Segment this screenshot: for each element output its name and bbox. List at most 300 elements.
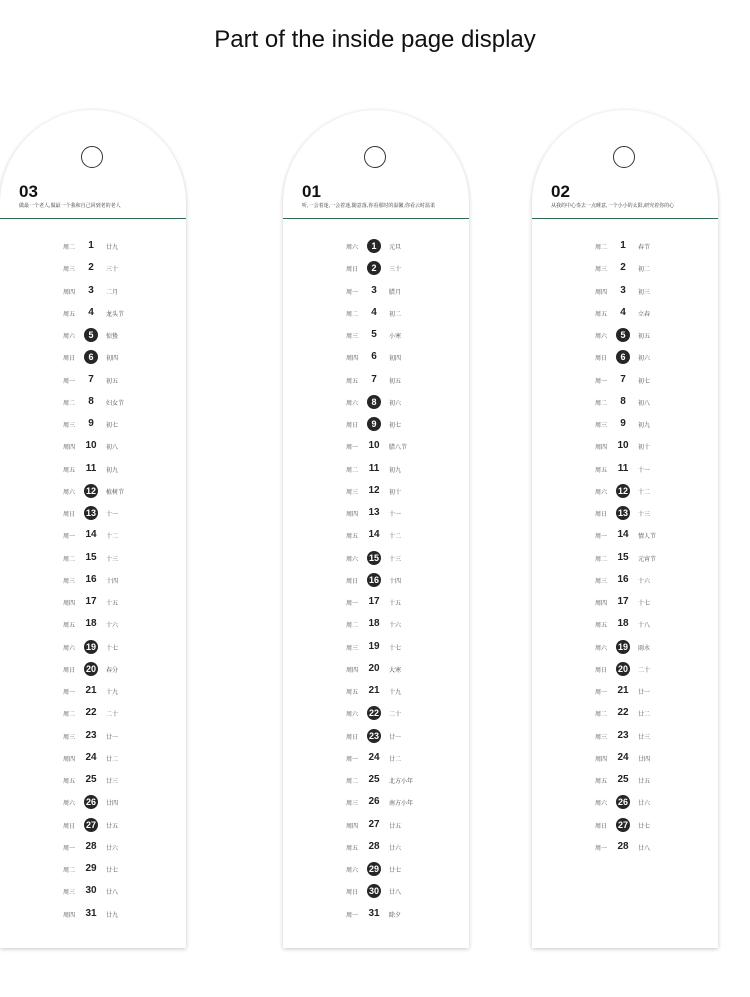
weekday-label: 周五: [595, 466, 608, 474]
lunar-date-label: 廿八: [638, 844, 651, 852]
day-row: [283, 571, 469, 593]
weekday-label: 周一: [63, 533, 76, 541]
day-row: [532, 571, 718, 593]
day-row: [0, 526, 186, 548]
weekend-day-number: 27: [617, 819, 628, 830]
header-divider: [283, 218, 469, 219]
hanging-hole: [81, 146, 103, 168]
lunar-date-label: 十三: [638, 511, 651, 518]
day-number: 1: [620, 240, 626, 251]
lunar-date-label: 情人节: [638, 533, 657, 541]
header-divider: [532, 218, 718, 219]
day-row: [283, 304, 469, 326]
day-row: [283, 482, 469, 504]
day-row: [283, 371, 469, 393]
weekday-label: 周日: [63, 511, 76, 518]
day-row: [283, 793, 469, 815]
day-number: 9: [88, 418, 94, 429]
weekday-label: 周六: [346, 399, 359, 407]
day-row: [0, 816, 186, 838]
day-number: 4: [620, 306, 626, 318]
lunar-date-label: 大寒: [389, 666, 402, 674]
weekday-label: 周三: [63, 266, 76, 274]
day-row: [532, 816, 718, 838]
month-slogan: 听,一会着迷,一会着迷,随意落,你看那时的温馨,你看云时温柔: [302, 203, 435, 209]
lunar-date-label: 二十: [638, 666, 651, 674]
lunar-date-label: 立春: [638, 310, 651, 318]
weekday-label: 周五: [595, 310, 608, 318]
lunar-date-label: 初五: [389, 377, 402, 385]
lunar-date-label: 十九: [106, 689, 119, 696]
lunar-date-label: 廿一: [106, 733, 119, 741]
weekday-label: 周五: [63, 622, 76, 630]
weekday-label: 周二: [595, 399, 608, 407]
lunar-date-label: 十五: [389, 600, 402, 607]
day-row: [532, 638, 718, 660]
weekday-label: 周五: [63, 466, 76, 474]
day-row: [283, 749, 469, 771]
day-number: 7: [371, 373, 377, 385]
lunar-date-label: 元旦: [389, 244, 402, 251]
day-number: 22: [617, 707, 629, 719]
lunar-date-label: 初九: [389, 466, 402, 474]
weekday-label: 周五: [346, 844, 359, 852]
day-row: [0, 704, 186, 726]
day-number: 10: [617, 440, 629, 452]
day-row: [532, 504, 718, 526]
day-row: [283, 882, 469, 904]
lunar-date-label: 植树节: [106, 488, 125, 496]
weekday-label: 周五: [346, 689, 359, 696]
lunar-date-label: 十五: [106, 600, 119, 607]
day-list: [283, 237, 469, 927]
month-slogan: 从我的中心奏去一点睡意,一个小小的太阳,研究着你的心: [551, 203, 675, 209]
month-number: 03: [19, 182, 38, 201]
lunar-date-label: 初十: [638, 444, 651, 452]
day-list: [532, 237, 718, 860]
lunar-date-label: 雨水: [638, 644, 651, 652]
lunar-date-label: 廿二: [106, 755, 119, 763]
weekday-label: 周三: [595, 422, 608, 429]
lunar-date-label: 廿一: [389, 733, 402, 741]
day-number: 8: [88, 395, 94, 407]
day-number: 3: [371, 284, 377, 296]
weekday-label: 周四: [63, 288, 76, 296]
day-row: [283, 282, 469, 304]
weekday-label: 周一: [346, 600, 359, 607]
weekend-day-number: 12: [617, 485, 628, 496]
day-number: 5: [371, 329, 377, 340]
weekday-label: 周六: [63, 488, 76, 496]
day-row: [283, 905, 469, 927]
weekday-label: 周四: [346, 511, 359, 518]
day-row: [532, 371, 718, 393]
day-number: 17: [617, 596, 629, 607]
day-row: [532, 415, 718, 437]
lunar-date-label: 廿八: [389, 889, 402, 897]
lunar-date-label: 十二: [638, 488, 651, 496]
lunar-date-label: 廿七: [638, 822, 651, 830]
day-list: [0, 237, 186, 927]
day-row: [0, 727, 186, 749]
day-number: 21: [368, 685, 380, 696]
day-number: 25: [368, 774, 380, 785]
weekend-day-number: 29: [368, 864, 379, 874]
day-number: 31: [85, 907, 97, 919]
day-number: 11: [368, 462, 380, 474]
day-row: [283, 259, 469, 281]
day-row: [0, 348, 186, 370]
day-row: [0, 905, 186, 927]
day-row: [0, 482, 186, 504]
weekday-label: 周日: [595, 511, 608, 518]
day-row: [532, 838, 718, 860]
weekday-label: 周五: [346, 377, 359, 385]
lunar-date-label: 腊月: [389, 288, 402, 296]
lunar-date-label: 廿二: [638, 711, 651, 719]
day-number: 10: [85, 440, 97, 452]
day-row: [283, 460, 469, 482]
lunar-date-label: 北方小年: [389, 778, 414, 785]
lunar-date-label: 初二: [389, 310, 402, 318]
day-row: [0, 638, 186, 660]
day-number: 29: [85, 863, 97, 874]
weekday-label: 周一: [595, 844, 608, 852]
day-row: [532, 682, 718, 704]
lunar-date-label: 廿九: [106, 244, 119, 251]
weekday-label: 周二: [346, 622, 359, 630]
weekend-day-number: 9: [367, 417, 381, 431]
weekend-day-number: 26: [85, 797, 96, 808]
day-row: [0, 237, 186, 259]
weekday-label: 周六: [63, 644, 76, 652]
weekday-label: 周三: [346, 644, 359, 652]
day-row: [283, 415, 469, 437]
lunar-date-label: 二十: [106, 711, 119, 719]
day-row: [283, 838, 469, 860]
day-number: 6: [371, 351, 377, 363]
day-row: [0, 304, 186, 326]
lunar-date-label: 初八: [106, 444, 119, 452]
weekday-label: 周六: [346, 555, 359, 563]
lunar-date-label: 廿二: [389, 755, 402, 763]
weekday-label: 周四: [346, 355, 359, 363]
weekday-label: 周二: [595, 555, 608, 563]
weekday-label: 周三: [595, 266, 608, 274]
weekday-label: 周六: [346, 711, 359, 719]
day-number: 23: [617, 729, 629, 741]
weekend-day-number: 27: [85, 819, 96, 830]
lunar-date-label: 二十: [389, 711, 402, 719]
weekday-label: 周四: [595, 755, 608, 763]
weekday-label: 周日: [346, 266, 359, 274]
weekday-label: 周二: [63, 867, 76, 874]
day-number: 15: [85, 551, 97, 563]
day-number: 24: [85, 751, 97, 763]
lunar-date-label: 初五: [106, 377, 119, 385]
lunar-date-label: 初十: [389, 488, 402, 496]
day-row: [532, 615, 718, 637]
day-row: [532, 282, 718, 304]
lunar-date-label: 十二: [389, 533, 402, 541]
weekend-day-number: 20: [85, 663, 96, 674]
lunar-date-label: 廿七: [389, 867, 402, 874]
day-row: [0, 749, 186, 771]
lunar-date-label: 元宵节: [638, 555, 657, 563]
lunar-date-label: 廿五: [106, 822, 119, 830]
weekday-label: 周五: [63, 310, 76, 318]
day-number: 25: [617, 774, 629, 785]
day-row: [0, 549, 186, 571]
day-row: [0, 682, 186, 704]
weekend-day-number: 5: [616, 328, 630, 342]
weekend-day-number: 6: [616, 350, 630, 364]
month-slogan: 做最一个老人,做最一个我和自己回到老的老人: [19, 203, 121, 209]
weekday-label: 周三: [63, 889, 76, 897]
day-row: [283, 638, 469, 660]
weekend-day-number: 22: [368, 708, 379, 719]
day-number: 14: [85, 529, 97, 541]
weekday-label: 周四: [63, 444, 76, 452]
weekend-day-number: 8: [367, 395, 381, 409]
day-row: [283, 437, 469, 459]
weekday-label: 周四: [346, 822, 359, 830]
lunar-date-label: 初七: [106, 422, 119, 429]
lunar-date-label: 二月: [106, 288, 119, 296]
weekend-day-number: 19: [85, 641, 96, 652]
day-number: 18: [617, 618, 629, 630]
day-number: 12: [368, 484, 380, 496]
weekend-day-number: 20: [617, 663, 628, 674]
weekday-label: 周日: [346, 733, 359, 741]
day-number: 4: [88, 306, 94, 318]
lunar-date-label: 春分: [106, 666, 119, 674]
day-row: [283, 593, 469, 615]
weekday-label: 周三: [63, 733, 76, 741]
lunar-date-label: 廿七: [106, 867, 119, 874]
weekday-label: 周一: [346, 911, 359, 919]
day-row: [0, 593, 186, 615]
day-row: [0, 571, 186, 593]
lunar-date-label: 初二: [638, 266, 651, 274]
day-row: [283, 660, 469, 682]
weekday-label: 周日: [595, 666, 608, 674]
day-row: [283, 504, 469, 526]
weekend-day-number: 19: [617, 641, 628, 652]
lunar-date-label: 龙头节: [106, 310, 125, 318]
day-row: [532, 393, 718, 415]
weekday-label: 周六: [346, 244, 359, 251]
hanging-hole: [613, 146, 635, 168]
day-row: [0, 437, 186, 459]
day-row: [0, 771, 186, 793]
lunar-date-label: 初三: [638, 288, 651, 296]
lunar-date-label: 十七: [638, 600, 651, 607]
day-row: [532, 793, 718, 815]
day-row: [283, 727, 469, 749]
weekday-label: 周一: [346, 444, 359, 452]
lunar-date-label: 十七: [106, 644, 119, 652]
weekday-label: 周五: [63, 778, 76, 785]
day-row: [283, 816, 469, 838]
weekday-label: 周六: [346, 867, 359, 874]
month-card-february: [532, 110, 718, 948]
weekend-day-number: 16: [368, 574, 379, 585]
lunar-date-label: 惊蛰: [106, 333, 119, 340]
day-row: [0, 838, 186, 860]
lunar-date-label: 初七: [638, 377, 651, 385]
weekday-label: 周一: [346, 288, 359, 296]
weekday-label: 周一: [595, 377, 608, 385]
day-number: 7: [88, 373, 94, 385]
lunar-date-label: 十一: [389, 511, 402, 518]
day-row: [283, 393, 469, 415]
lunar-date-label: 廿六: [106, 844, 119, 852]
day-row: [0, 615, 186, 637]
lunar-date-label: 十七: [389, 644, 402, 652]
day-row: [0, 393, 186, 415]
day-number: 2: [88, 262, 94, 274]
day-number: 14: [368, 529, 380, 541]
weekend-day-number: 15: [368, 552, 379, 563]
weekday-label: 周一: [595, 689, 608, 696]
weekend-day-number: 23: [368, 730, 379, 741]
lunar-date-label: 三十: [389, 266, 402, 274]
lunar-date-label: 初四: [389, 355, 402, 363]
hanging-hole: [364, 146, 386, 168]
day-row: [532, 660, 718, 682]
weekday-label: 周四: [63, 600, 76, 607]
day-number: 27: [368, 818, 380, 830]
day-row: [283, 704, 469, 726]
day-row: [0, 326, 186, 348]
day-number: 8: [620, 395, 626, 407]
lunar-date-label: 廿一: [638, 689, 651, 696]
day-row: [0, 415, 186, 437]
day-number: 1: [88, 240, 94, 251]
day-number: 2: [620, 262, 626, 274]
day-row: [532, 526, 718, 548]
weekday-label: 周日: [63, 822, 76, 830]
weekend-day-number: 2: [367, 261, 381, 275]
day-row: [283, 348, 469, 370]
day-row: [283, 771, 469, 793]
page-title: Part of the inside page display: [214, 26, 536, 53]
weekend-day-number: 13: [85, 508, 96, 518]
weekday-label: 周二: [63, 711, 76, 719]
day-number: 28: [617, 840, 629, 852]
day-row: [532, 593, 718, 615]
lunar-date-label: 初四: [106, 355, 119, 363]
day-row: [532, 771, 718, 793]
weekday-label: 周三: [346, 800, 359, 808]
month-card-march: [0, 110, 186, 948]
day-row: [0, 660, 186, 682]
lunar-date-label: 初五: [638, 333, 651, 340]
header-divider: [0, 218, 186, 219]
weekend-day-number: 26: [617, 797, 628, 808]
lunar-date-label: 廿八: [106, 889, 119, 897]
weekday-label: 周日: [63, 666, 76, 674]
day-row: [283, 860, 469, 882]
day-row: [532, 749, 718, 771]
day-row: [283, 526, 469, 548]
day-row: [532, 259, 718, 281]
day-number: 9: [620, 418, 626, 429]
weekday-label: 周三: [595, 733, 608, 741]
day-row: [283, 549, 469, 571]
day-number: 21: [85, 685, 97, 696]
lunar-date-label: 十四: [389, 577, 402, 585]
day-number: 14: [617, 529, 629, 541]
weekend-day-number: 30: [368, 886, 379, 897]
weekday-label: 周二: [63, 244, 76, 251]
day-number: 22: [85, 707, 97, 719]
weekday-label: 周三: [346, 333, 359, 340]
weekday-label: 周一: [63, 377, 76, 385]
lunar-date-label: 十三: [389, 555, 402, 563]
day-row: [283, 326, 469, 348]
day-number: 25: [85, 774, 97, 785]
weekday-label: 周二: [346, 310, 359, 318]
lunar-date-label: 初六: [638, 355, 651, 363]
month-card-january: [283, 110, 469, 948]
day-row: [0, 793, 186, 815]
day-number: 7: [620, 373, 626, 385]
weekday-label: 周日: [346, 422, 359, 429]
weekday-label: 周二: [63, 399, 76, 407]
weekday-label: 周二: [346, 466, 359, 474]
weekend-day-number: 13: [617, 508, 628, 518]
day-row: [283, 237, 469, 259]
lunar-date-label: 十六: [389, 622, 402, 630]
day-number: 18: [368, 618, 380, 630]
lunar-date-label: 十一: [106, 511, 119, 518]
day-row: [532, 437, 718, 459]
day-number: 20: [368, 662, 380, 674]
day-row: [532, 704, 718, 726]
day-row: [532, 482, 718, 504]
lunar-date-label: 三十: [106, 266, 119, 274]
lunar-date-label: 廿四: [638, 755, 651, 763]
day-number: 23: [85, 729, 97, 741]
weekday-label: 周六: [63, 800, 76, 808]
lunar-date-label: 廿三: [638, 733, 651, 741]
day-number: 24: [617, 751, 629, 763]
weekday-label: 周一: [346, 755, 359, 763]
weekday-label: 周六: [63, 333, 76, 340]
weekday-label: 周六: [595, 333, 608, 340]
weekday-label: 周二: [346, 778, 359, 785]
day-row: [532, 348, 718, 370]
day-number: 10: [368, 440, 380, 452]
month-number: 01: [302, 182, 321, 201]
lunar-date-label: 十六: [638, 577, 651, 585]
day-number: 3: [620, 284, 626, 296]
day-number: 28: [368, 840, 380, 852]
weekday-label: 周六: [595, 800, 608, 808]
weekday-label: 周五: [595, 622, 608, 630]
lunar-date-label: 廿六: [389, 844, 402, 852]
lunar-date-label: 廿五: [389, 822, 402, 830]
lunar-date-label: 南方小年: [389, 800, 414, 808]
weekday-label: 周四: [63, 911, 76, 919]
lunar-date-label: 小寒: [389, 333, 402, 340]
weekday-label: 周三: [63, 422, 76, 429]
lunar-date-label: 廿三: [106, 778, 119, 785]
day-number: 19: [368, 640, 380, 652]
day-row: [532, 326, 718, 348]
